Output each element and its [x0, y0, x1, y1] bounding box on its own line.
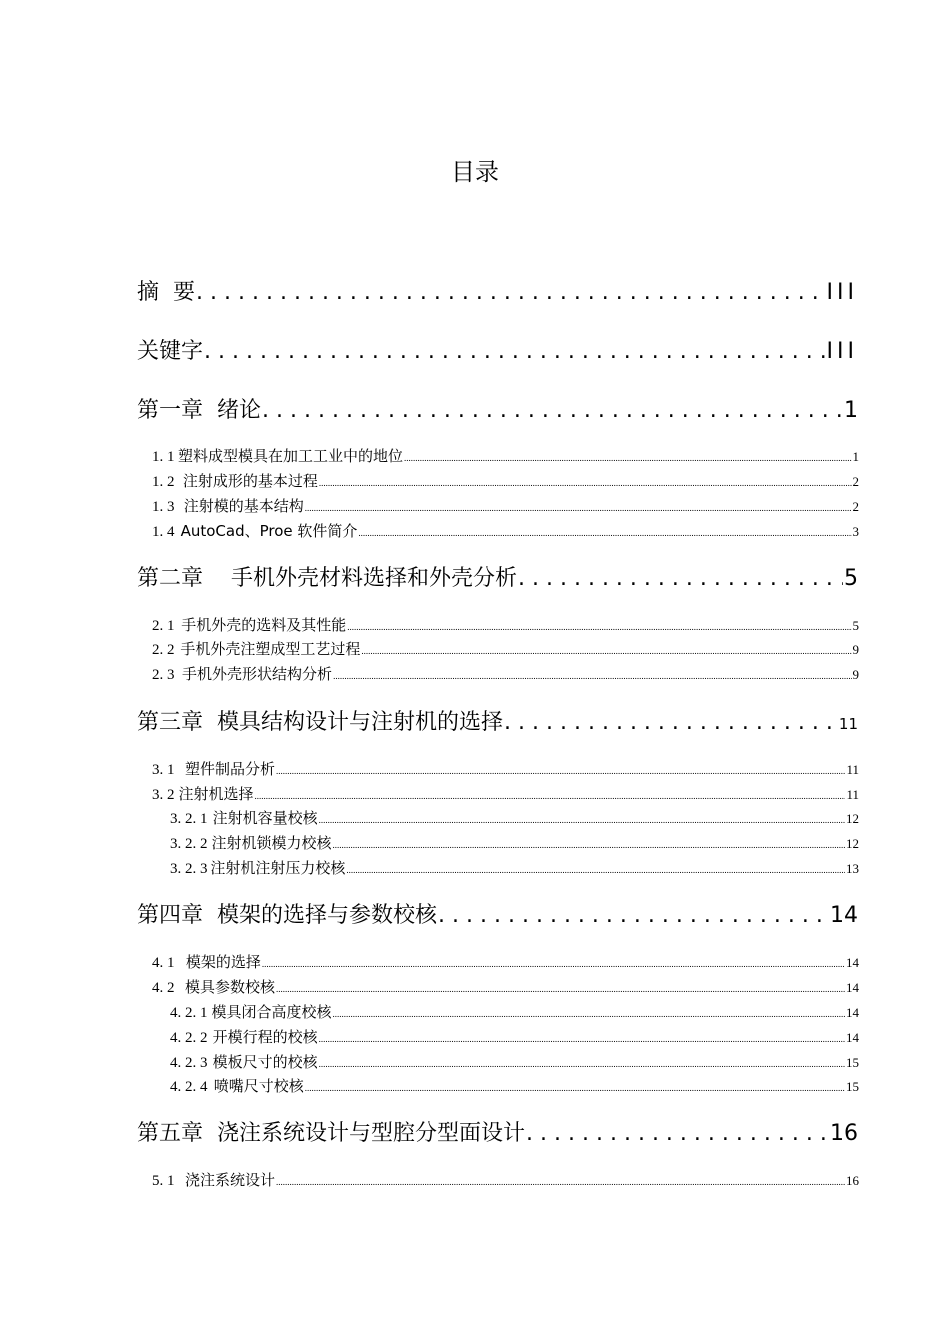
toc-entry-2-3[interactable] — [152, 663, 859, 687]
toc-entry-3-2-3[interactable] — [170, 857, 859, 881]
toc-entry-label: 注射机容量校核 — [212, 809, 318, 827]
toc-entry-page: 12 — [846, 811, 859, 826]
toc-entry-2-1[interactable] — [152, 614, 859, 638]
toc-entry-4-2-2[interactable] — [170, 1026, 859, 1050]
toc-entry-1-4[interactable] — [152, 520, 859, 544]
toc-entry-label: 摘 要 — [137, 280, 195, 305]
toc-leader — [438, 901, 829, 931]
toc-entry-label: 塑件制品分析 — [185, 760, 276, 778]
toc-leader — [346, 859, 845, 881]
toc-leader — [276, 978, 845, 1000]
toc-entry-page: 14 — [846, 1030, 859, 1045]
toc-entry-1-2[interactable] — [152, 470, 859, 494]
toc-entry-page: 16 — [846, 1173, 859, 1188]
toc-entry-3-2-2[interactable] — [170, 832, 859, 856]
toc-entry-page: 1 — [844, 398, 858, 423]
toc-entry-page: 9 — [852, 642, 859, 657]
toc-leader — [504, 708, 838, 738]
toc-leader — [319, 809, 845, 831]
toc-entry-2-2[interactable] — [152, 638, 859, 662]
toc-entry-label: 第三章 模具结构设计与注射机的选择 — [137, 710, 503, 735]
toc-entry-4-2[interactable] — [152, 976, 859, 1000]
toc-leader — [526, 1119, 829, 1149]
toc-entry-number: 4. 1 — [152, 955, 175, 971]
toc-entry-number: 1. 1 — [152, 449, 175, 465]
toc-entry-number: 4. 2. 3 — [170, 1055, 208, 1071]
toc-entry-number: 3. 2. 3 — [170, 861, 208, 877]
toc-leader — [347, 616, 851, 638]
toc-entry-page: 2 — [852, 474, 859, 489]
toc-entry-number: 4. 2. 2 — [170, 1030, 208, 1046]
toc-entry-4-2-4[interactable] — [170, 1075, 859, 1099]
toc-entry-number: 3. 2. 2 — [170, 836, 208, 852]
toc-entry-label: 手机外壳注塑成型工艺过程 — [180, 640, 361, 658]
toc-entry-4-1[interactable] — [152, 951, 859, 975]
toc-leader — [305, 1077, 845, 1099]
toc-entry-page: 14 — [846, 1005, 859, 1020]
toc-entry-abstract[interactable] — [137, 278, 858, 308]
toc-entry-number: 2. 2 — [152, 642, 175, 658]
toc-leader — [319, 472, 852, 494]
toc-entry-label: 喷嘴尺寸校核 — [213, 1077, 304, 1095]
toc-leader — [276, 1171, 845, 1193]
toc-entry-label: 手机外壳形状结构分析 — [182, 665, 333, 683]
toc-leader — [358, 522, 851, 544]
toc-entry-page: 16 — [830, 1121, 858, 1146]
toc-entry-label: 模板尺寸的校核 — [212, 1053, 318, 1071]
toc-leader — [276, 760, 845, 782]
toc-entry-5-1[interactable] — [152, 1169, 859, 1193]
toc-entry-number: 3. 1 — [152, 762, 175, 778]
toc-entry-number: 4. 2. 1 — [170, 1005, 208, 1021]
toc-leader — [332, 834, 845, 856]
toc-leader — [262, 396, 843, 426]
toc-entry-number: 1. 3 — [152, 499, 175, 515]
toc-entry-chapter-1[interactable] — [137, 396, 858, 426]
toc-entry-4-2-1[interactable] — [170, 1001, 859, 1025]
toc-entry-page: 11 — [846, 762, 859, 777]
toc-entry-1-1[interactable] — [152, 445, 859, 469]
toc-leader — [333, 665, 851, 687]
toc-leader — [255, 785, 846, 807]
toc-entry-number: 1. 4 — [152, 524, 175, 540]
toc-entry-page: 15 — [846, 1079, 859, 1094]
toc-entry-page: 15 — [846, 1055, 859, 1070]
toc-entry-page: 12 — [846, 836, 859, 851]
toc-entry-label: 注射模的基本结构 — [183, 497, 304, 515]
toc-entry-page: 14 — [846, 955, 859, 970]
toc-entry-label: 手机外壳的选料及其性能 — [181, 616, 347, 634]
toc-title: 目录 — [451, 158, 499, 186]
toc-entry-4-2-3[interactable] — [170, 1051, 859, 1075]
toc-entry-chapter-4[interactable] — [137, 901, 858, 931]
toc-leader — [404, 447, 852, 469]
toc-entry-label: 浇注系统设计 — [184, 1171, 275, 1189]
toc-entry-page: 14 — [830, 903, 858, 928]
toc-entry-page: 11 — [838, 715, 858, 733]
toc-entry-label: 注射成形的基本过程 — [182, 472, 318, 490]
toc-leader — [305, 497, 852, 519]
toc-entry-page: 9 — [852, 667, 859, 682]
toc-entry-label: 模具闭合高度校核 — [211, 1003, 332, 1021]
toc-entry-page: 5 — [844, 566, 858, 591]
toc-entry-number: 2. 3 — [152, 667, 175, 683]
toc-entry-number: 3. 2. 1 — [170, 811, 208, 827]
toc-entry-page: 14 — [846, 980, 859, 995]
toc-entry-number: 5. 1 — [152, 1173, 175, 1189]
toc-entry-label: 注射机选择 — [178, 785, 254, 803]
toc-entry-label: 开模行程的校核 — [212, 1028, 318, 1046]
toc-entry-chapter-3[interactable] — [137, 708, 858, 739]
toc-entry-label: 第五章 浇注系统设计与型腔分型面设计 — [137, 1121, 525, 1146]
toc-leader — [319, 1053, 845, 1075]
toc-leader — [204, 337, 826, 367]
toc-entry-number: 4. 2. 4 — [170, 1079, 208, 1095]
toc-entry-3-1[interactable] — [152, 758, 859, 782]
toc-entry-label: 模具参数校核 — [184, 978, 275, 996]
toc-entry-page: 2 — [852, 499, 859, 514]
toc-entry-label: 第二章 手机外壳材料选择和外壳分析 — [137, 566, 517, 591]
toc-entry-chapter-2[interactable] — [137, 564, 858, 594]
toc-leader — [262, 953, 845, 975]
toc-entry-page: 1 — [852, 449, 859, 464]
toc-entry-page: III — [826, 339, 858, 364]
toc-entry-label: 第四章 模架的选择与参数校核 — [137, 903, 437, 928]
toc-entry-3-2-1[interactable] — [170, 807, 859, 831]
toc-entry-number: 3. 2 — [152, 787, 175, 803]
toc-entry-number: 1. 2 — [152, 474, 175, 490]
toc-entry-1-3[interactable] — [152, 495, 859, 519]
toc-leader — [319, 1028, 845, 1050]
toc-entry-page: 3 — [852, 524, 859, 539]
toc-entry-3-2[interactable] — [152, 783, 859, 807]
toc-entry-label: AutoCad、Proe 软件简介 — [180, 522, 358, 540]
toc-entry-label: 注射机注射压力校核 — [210, 859, 346, 877]
toc-leader — [518, 564, 843, 594]
toc-entry-label: 关键字 — [137, 339, 204, 364]
toc-entry-page: 5 — [852, 618, 859, 633]
toc-leader — [196, 278, 826, 308]
toc-entry-page: 13 — [846, 861, 859, 876]
toc-entry-keywords[interactable] — [137, 337, 858, 367]
toc-leader — [332, 1003, 845, 1025]
toc-entry-label: 注射机锁模力校核 — [211, 834, 332, 852]
toc-entry-number: 4. 2 — [152, 980, 175, 996]
toc-entry-number: 2. 1 — [152, 618, 175, 634]
toc-entry-chapter-5[interactable] — [137, 1119, 858, 1149]
toc-entry-page: 11 — [846, 787, 859, 802]
toc-entry-label: 塑料成型模具在加工工业中的地位 — [177, 447, 403, 465]
toc-entry-label: 模架的选择 — [185, 953, 261, 971]
toc-entry-page: III — [826, 280, 858, 305]
toc-entry-label: 第一章 绪论 — [137, 398, 261, 423]
toc-leader — [361, 640, 851, 662]
